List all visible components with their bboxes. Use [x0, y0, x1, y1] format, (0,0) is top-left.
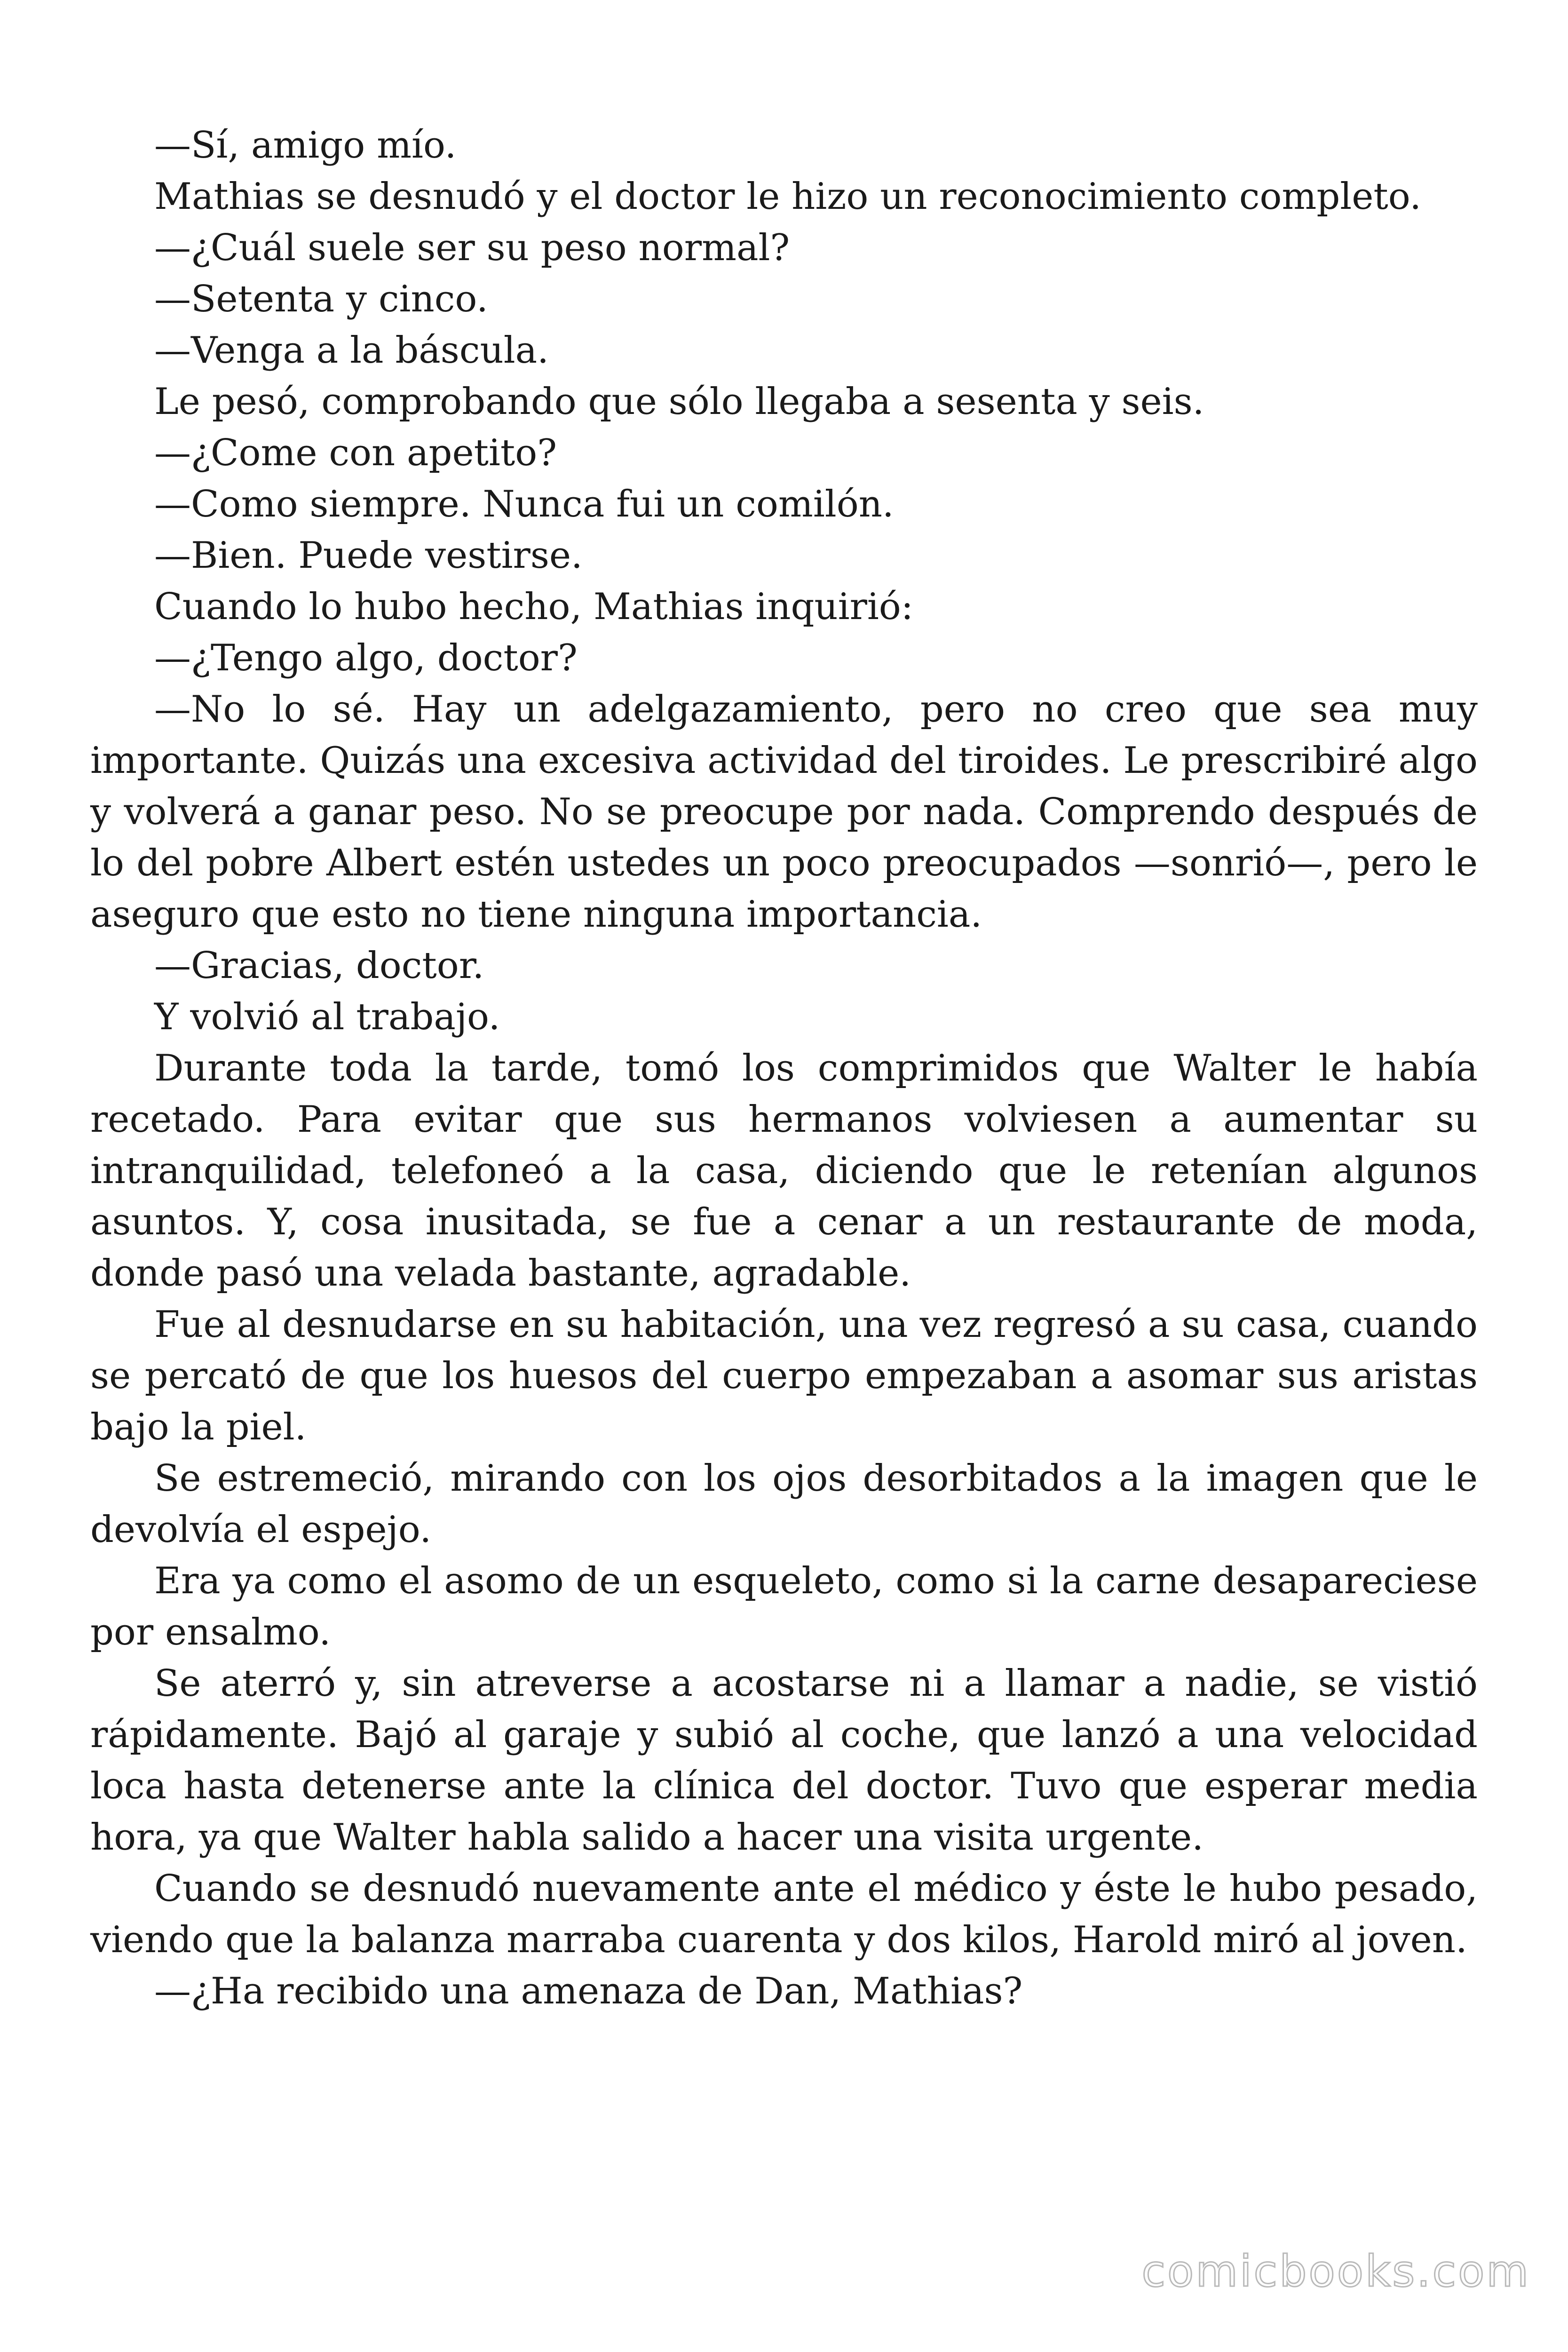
paragraph: Le pesó, comprobando que sólo llegaba a sesenta y seis. [154, 381, 1204, 423]
paragraph: —¿Ha recibido una amenaza de Dan, Mathias? [154, 1970, 1023, 2012]
paragraph: Mathias se desnudó y el doctor le hizo un reconocimiento completo. [154, 175, 1422, 218]
paragraph: —Bien. Puede vestirse. [154, 534, 583, 577]
paragraph: —¿Come con apetito? [154, 432, 557, 474]
paragraph: —Como siempre. Nunca fui un comilón. [154, 483, 894, 525]
paragraph: —Venga a la báscula. [154, 329, 549, 372]
paragraph: —No lo sé. Hay un adelgazamiento, pero no creo que sea muy importante. Quizás una excesiva actividad del tiroides. Le prescribiré algo y volverá a ganar peso. No se preocupe por nada. Comprendo después de lo del pobre Albert estén ustedes un poco preocupados —sonrió—, pero le aseguro que esto no tiene ninguna importancia. [90, 688, 1478, 936]
paragraph: —¿Cuál suele ser su peso normal? [154, 227, 790, 269]
paragraph: Se estremeció, mirando con los ojos desorbitados a la imagen que le devolvía el espejo. [90, 1457, 1478, 1551]
paragraph: Fue al desnudarse en su habitación, una vez regresó a su casa, cuando se percató de que los huesos del cuerpo empezaban a asomar sus aristas bajo la piel. [90, 1303, 1478, 1448]
book-page-text [90, 120, 1478, 2017]
watermark: comicbooks.com [1141, 2246, 1530, 2296]
paragraph: —Sí, amigo mío. [154, 124, 457, 167]
paragraph: —¿Tengo algo, doctor? [154, 637, 578, 679]
paragraph: —Setenta y cinco. [154, 278, 488, 320]
paragraph: Era ya como el asomo de un esqueleto, como si la carne desapareciese por ensalmo. [90, 1560, 1478, 1653]
paragraph: —Gracias, doctor. [154, 945, 484, 987]
paragraph: Durante toda la tarde, tomó los comprimidos que Walter le había recetado. Para evitar que sus hermanos volviesen a aumentar su intranquilidad, telefoneó a la casa, diciendo que le retenían algunos asuntos. Y, cosa inusitada, se fue a cenar a un restaurante de moda, donde pasó una velada bastante, agradable. [90, 1047, 1478, 1295]
paragraph: Cuando lo hubo hecho, Mathias inquirió: [154, 586, 914, 628]
paragraph: Cuando se desnudó nuevamente ante el médico y éste le hubo pesado, viendo que la balanza marraba cuarenta y dos kilos, Harold miró al joven. [90, 1867, 1478, 1961]
paragraph: Y volvió al trabajo. [154, 996, 500, 1038]
paragraph: Se aterró y, sin atreverse a acostarse ni a llamar a nadie, se vistió rápidamente. Bajó al garaje y subió al coche, que lanzó a una velocidad loca hasta detenerse ante la clínica del doctor. Tuvo que esperar media hora, ya que Walter habla salido a hacer una visita urgente. [90, 1662, 1478, 1859]
